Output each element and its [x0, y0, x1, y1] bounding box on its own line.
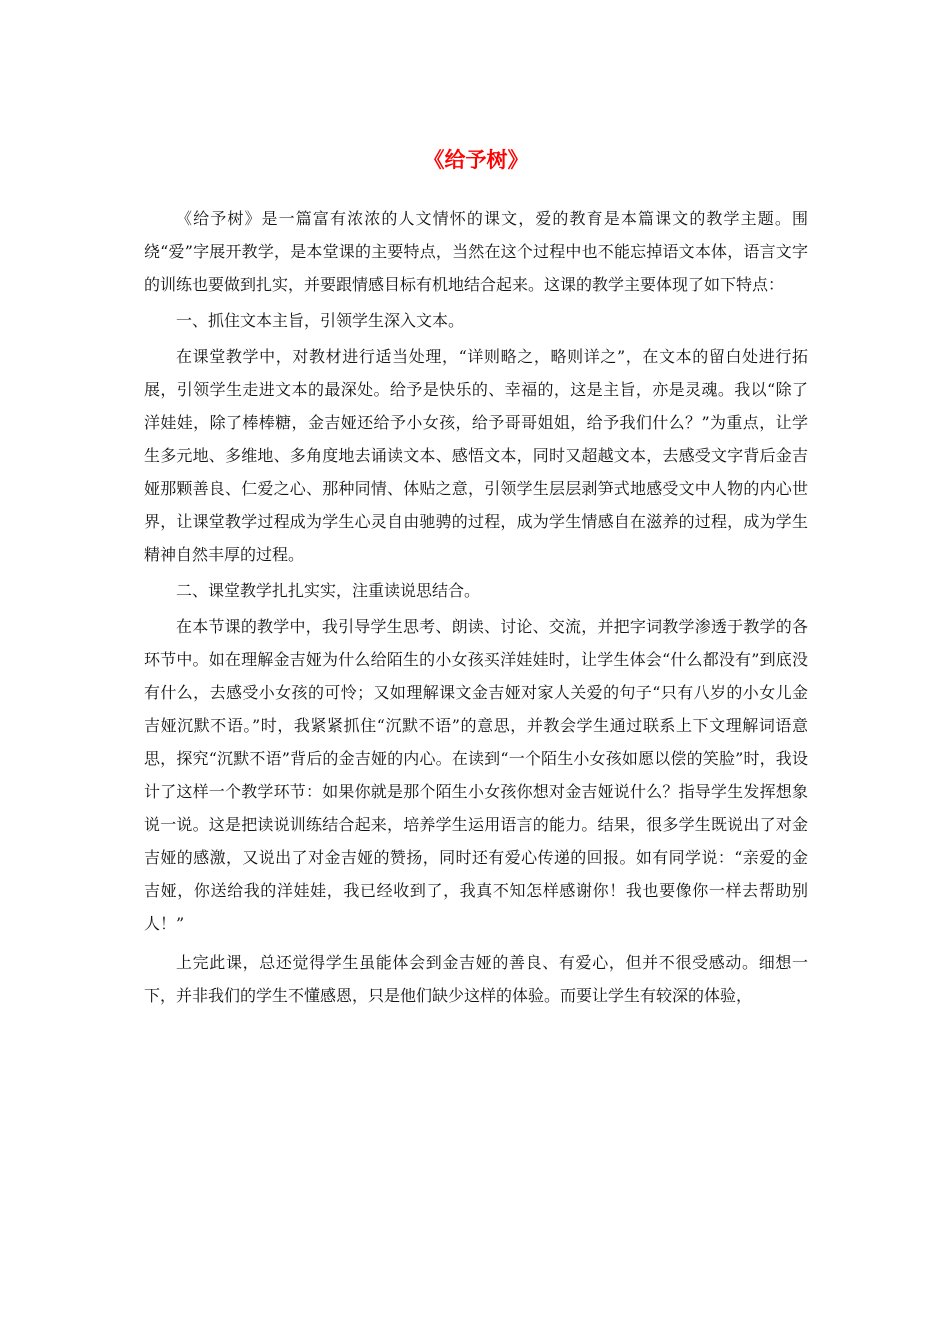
closing-paragraph: 上完此课，总还觉得学生虽能体会到金吉娅的善良、有爱心，但并不很受感动。细想一下，并非我们的学生不懂感恩，只是他们缺少这样的体验。而要让学生有较深的体验， — [144, 953, 808, 1005]
intro-paragraph: 《给予树》是一篇富有浓浓的人文情怀的课文，爱的教育是本篇课文的教学主题。围绕“爱”字展开教学，是本堂课的主要特点，当然在这个过程中也不能忘掉语文本体，语言文字的训练也要做到扎实，并要跟情感目标有机地结合起来。这课的教学主要体现了如下特点： — [144, 209, 808, 294]
document-body — [144, 202, 808, 1012]
section-2-heading: 二、课堂教学扎扎实实，注重读说思结合。 — [176, 581, 481, 600]
section-1-paragraph: 在课堂教学中，对教材进行适当处理，“详则略之，略则详之”，在文本的留白处进行拓展，引领学生走进文本的最深处。给予是快乐的、幸福的，这是主旨，亦是灵魂。我以“除了洋娃娃，除了棒棒糖，金吉娅还给予小女孩，给予哥哥姐姐，给予我们什么？”为重点，让学生多元地、多维地、多角度地去诵读文本、感悟文本，同时又超越文本，去感受文字背后金吉娅那颗善良、仁爱之心、那种同情、体贴之意，引领学生层层剥笋式地感受文中人物的内心世界，让课堂教学过程成为学生心灵自由驰骋的过程，成为学生情感自在滋养的过程，成为学生精神自然丰厚的过程。 — [144, 347, 808, 564]
section-1-heading: 一、抓住文本主旨，引领学生深入文本。 — [176, 311, 465, 330]
document-title: 《给予树》 — [423, 148, 529, 172]
section-2-paragraph: 在本节课的教学中，我引导学生思考、朗读、讨论、交流，并把字词教学渗透于教学的各环节中。如在理解金吉娅为什么给陌生的小女孩买洋娃娃时，让学生体会“什么都没有”到底没有什么，去感受小女孩的可怜；又如理解课文金吉娅对家人关爱的句子“只有八岁的小女儿金吉娅沉默不语。”时，我紧紧抓住“沉默不语”的意思，并教会学生通过联系上下文理解词语意思，探究“沉默不语”背后的金吉娅的内心。在读到“一个陌生小女孩如愿以偿的笑脸”时，我设计了这样一个教学环节：如果你就是那个陌生小女孩你想对金吉娅说什么？指导学生发挥想象说一说。这是把读说训练结合起来，培养学生运用语言的能力。结果，很多学生既说出了对金吉娅的感激，又说出了对金吉娅的赞扬，同时还有爱心传递的回报。如有同学说：“亲爱的金吉娅，你送给我的洋娃娃，我已经收到了，我真不知怎样感谢你！我也要像你一样去帮助别人！” — [144, 617, 808, 933]
